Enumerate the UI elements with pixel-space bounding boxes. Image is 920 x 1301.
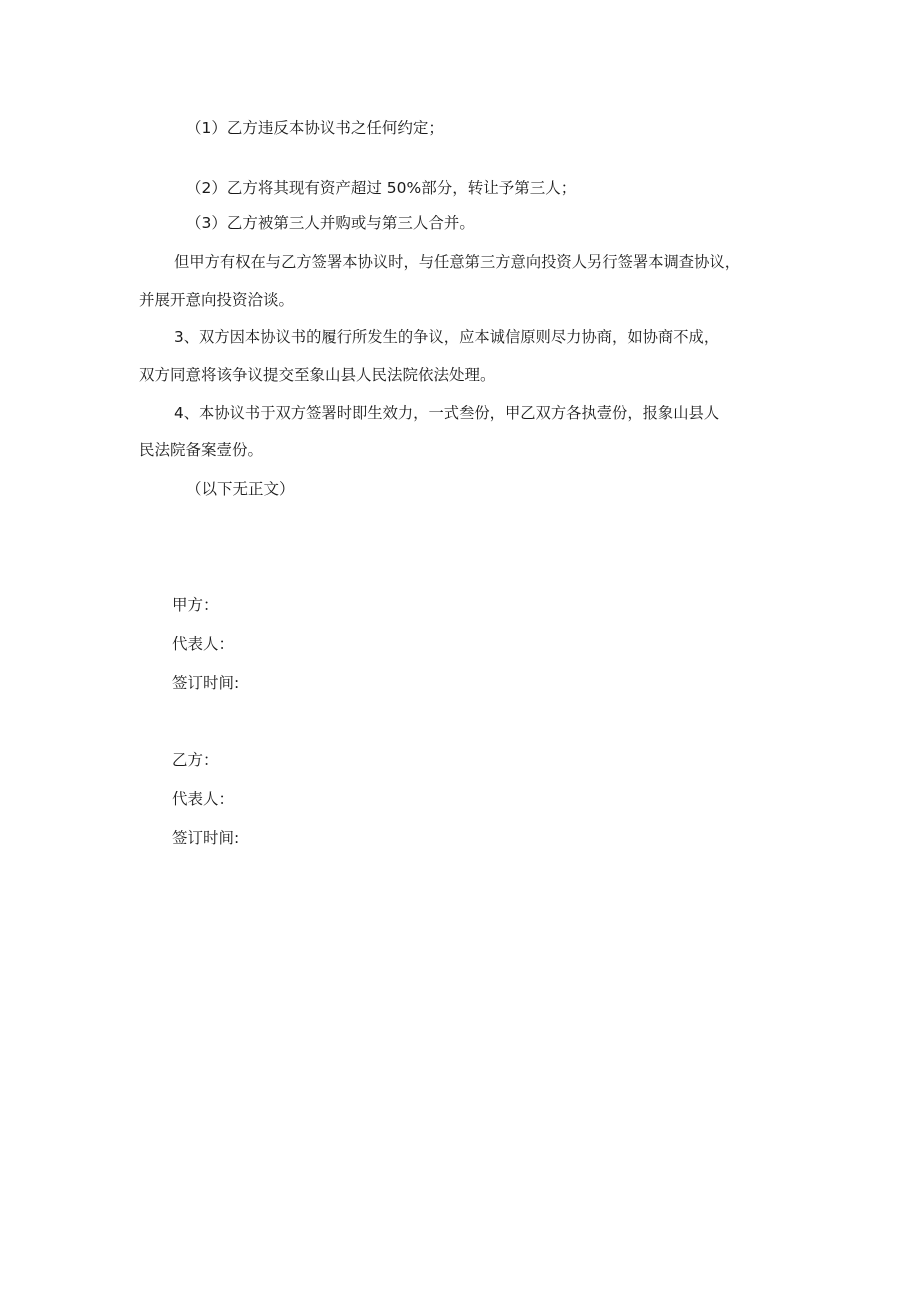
party-a-date-label: 签订时间: bbox=[172, 674, 240, 692]
party-a-representative-label: 代表人： bbox=[172, 635, 235, 653]
party-b-date-label: 签订时间: bbox=[172, 829, 240, 847]
clause-item-1: （1）乙方违反本协议书之任何约定； bbox=[186, 119, 444, 137]
exception-paragraph-line-1: 但甲方有权在与乙方签署本协议时，与任意第三方意向投资人另行签署本调查协议， bbox=[174, 253, 740, 271]
clause-3-line-1: 3、双方因本协议书的履行所发生的争议，应本诚信原则尽力协商，如协商不成， bbox=[174, 328, 720, 346]
party-b-representative-label: 代表人： bbox=[172, 790, 235, 808]
clause-4-line-2: 民法院备案壹份。 bbox=[139, 441, 264, 459]
clause-4-line-1: 4、本协议书于双方签署时即生效力，一式叁份，甲乙双方各执壹份，报象山县人 bbox=[174, 404, 720, 422]
exception-paragraph-line-2: 并展开意向投资洽谈。 bbox=[139, 291, 295, 309]
end-of-text-note: （以下无正文） bbox=[186, 480, 295, 498]
clause-item-2: （2）乙方将其现有资产超过 50%部分，转让予第三人； bbox=[186, 179, 577, 197]
clause-3-line-2: 双方同意将该争议提交至象山县人民法院依法处理。 bbox=[139, 366, 496, 384]
clause-item-3: （3）乙方被第三人并购或与第三人合并。 bbox=[186, 214, 475, 232]
party-a-label: 甲方： bbox=[172, 596, 219, 614]
party-b-label: 乙方： bbox=[172, 751, 219, 769]
